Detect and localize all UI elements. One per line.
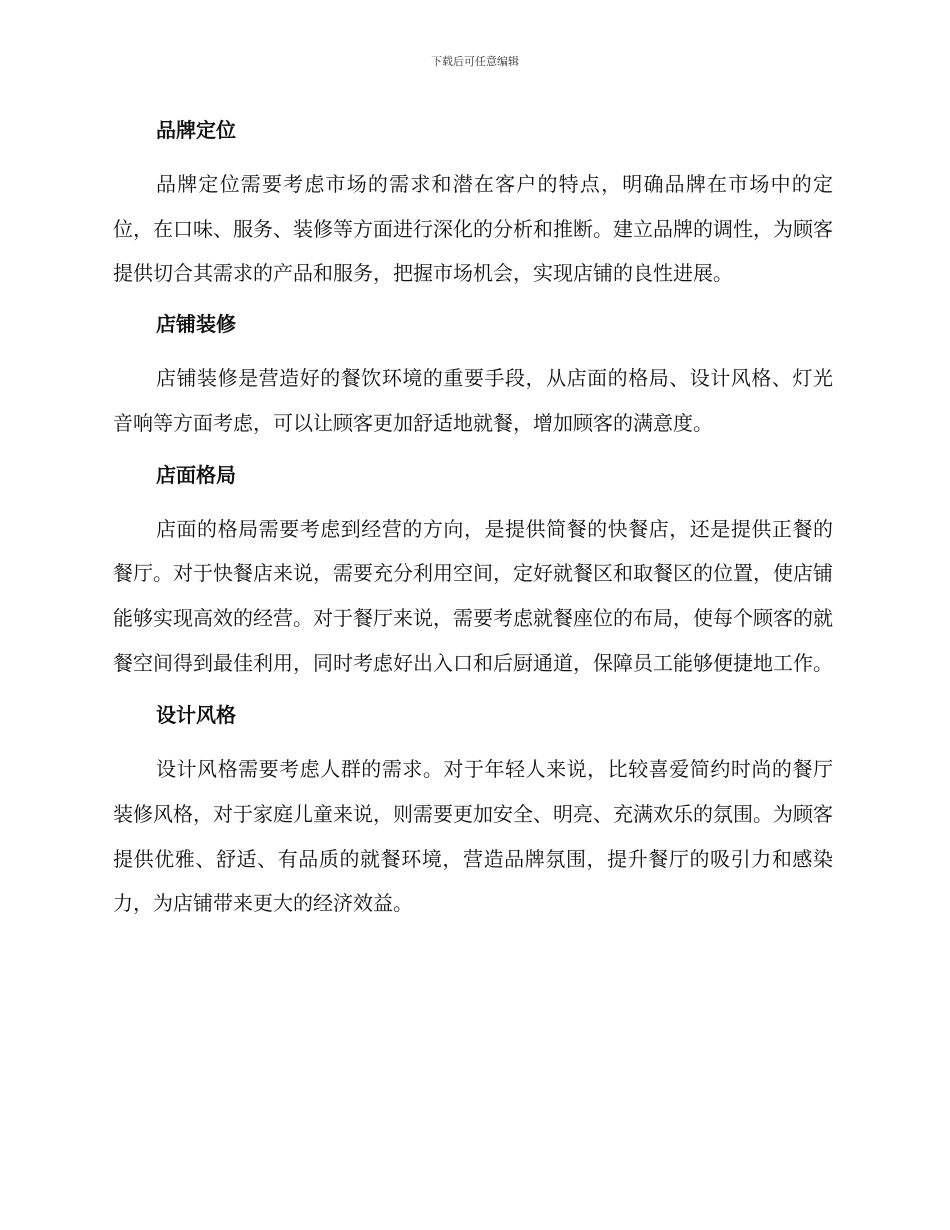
document-body bbox=[113, 110, 833, 926]
section-heading: 店铺装修 bbox=[156, 312, 236, 337]
section-heading: 设计风格 bbox=[156, 703, 236, 728]
section-paragraph: 品牌定位需要考虑市场的需求和潜在客户的特点，明确品牌在市场中的定位，在口味、服务、装修等方面进行深化的分析和推断。建立品牌的调性，为顾客提供切合其需求的产品和服务，把握市场机会，实现店铺的良性进展。 bbox=[113, 172, 833, 286]
section-brand-positioning bbox=[113, 110, 833, 296]
section-paragraph: 店铺装修是营造好的餐饮环境的重要手段，从店面的格局、设计风格、灯光音响等方面考虑，可以让顾客更加舒适地就餐，增加顾客的满意度。 bbox=[113, 366, 833, 435]
section-heading: 店面格局 bbox=[156, 462, 236, 487]
section-store-layout bbox=[113, 455, 833, 686]
section-design-style bbox=[113, 695, 833, 926]
section-store-decoration bbox=[113, 304, 833, 445]
section-paragraph: 店面的格局需要考虑到经营的方向，是提供简餐的快餐店，还是提供正餐的餐厅。对于快餐店来说，需要充分利用空间，定好就餐区和取餐区的位置，使店铺能够实现高效的经营。对于餐厅来说，需要考虑就餐座位的布局，使每个顾客的就餐空间得到最佳利用，同时考虑好出入口和后厨通道，保障员工能够便捷地工作。 bbox=[113, 516, 833, 675]
section-paragraph: 设计风格需要考虑人群的需求。对于年轻人来说，比较喜爱简约时尚的餐厅装修风格，对于家庭儿童来说，则需要更加安全、明亮、充满欢乐的氛围。为顾客提供优雅、舒适、有品质的就餐环境，营造品牌氛围，提升餐厅的吸引力和感染力，为店铺带来更大的经济效益。 bbox=[113, 757, 833, 916]
section-heading: 品牌定位 bbox=[156, 118, 236, 142]
page-header: 下载后可任意编辑 bbox=[431, 55, 519, 68]
